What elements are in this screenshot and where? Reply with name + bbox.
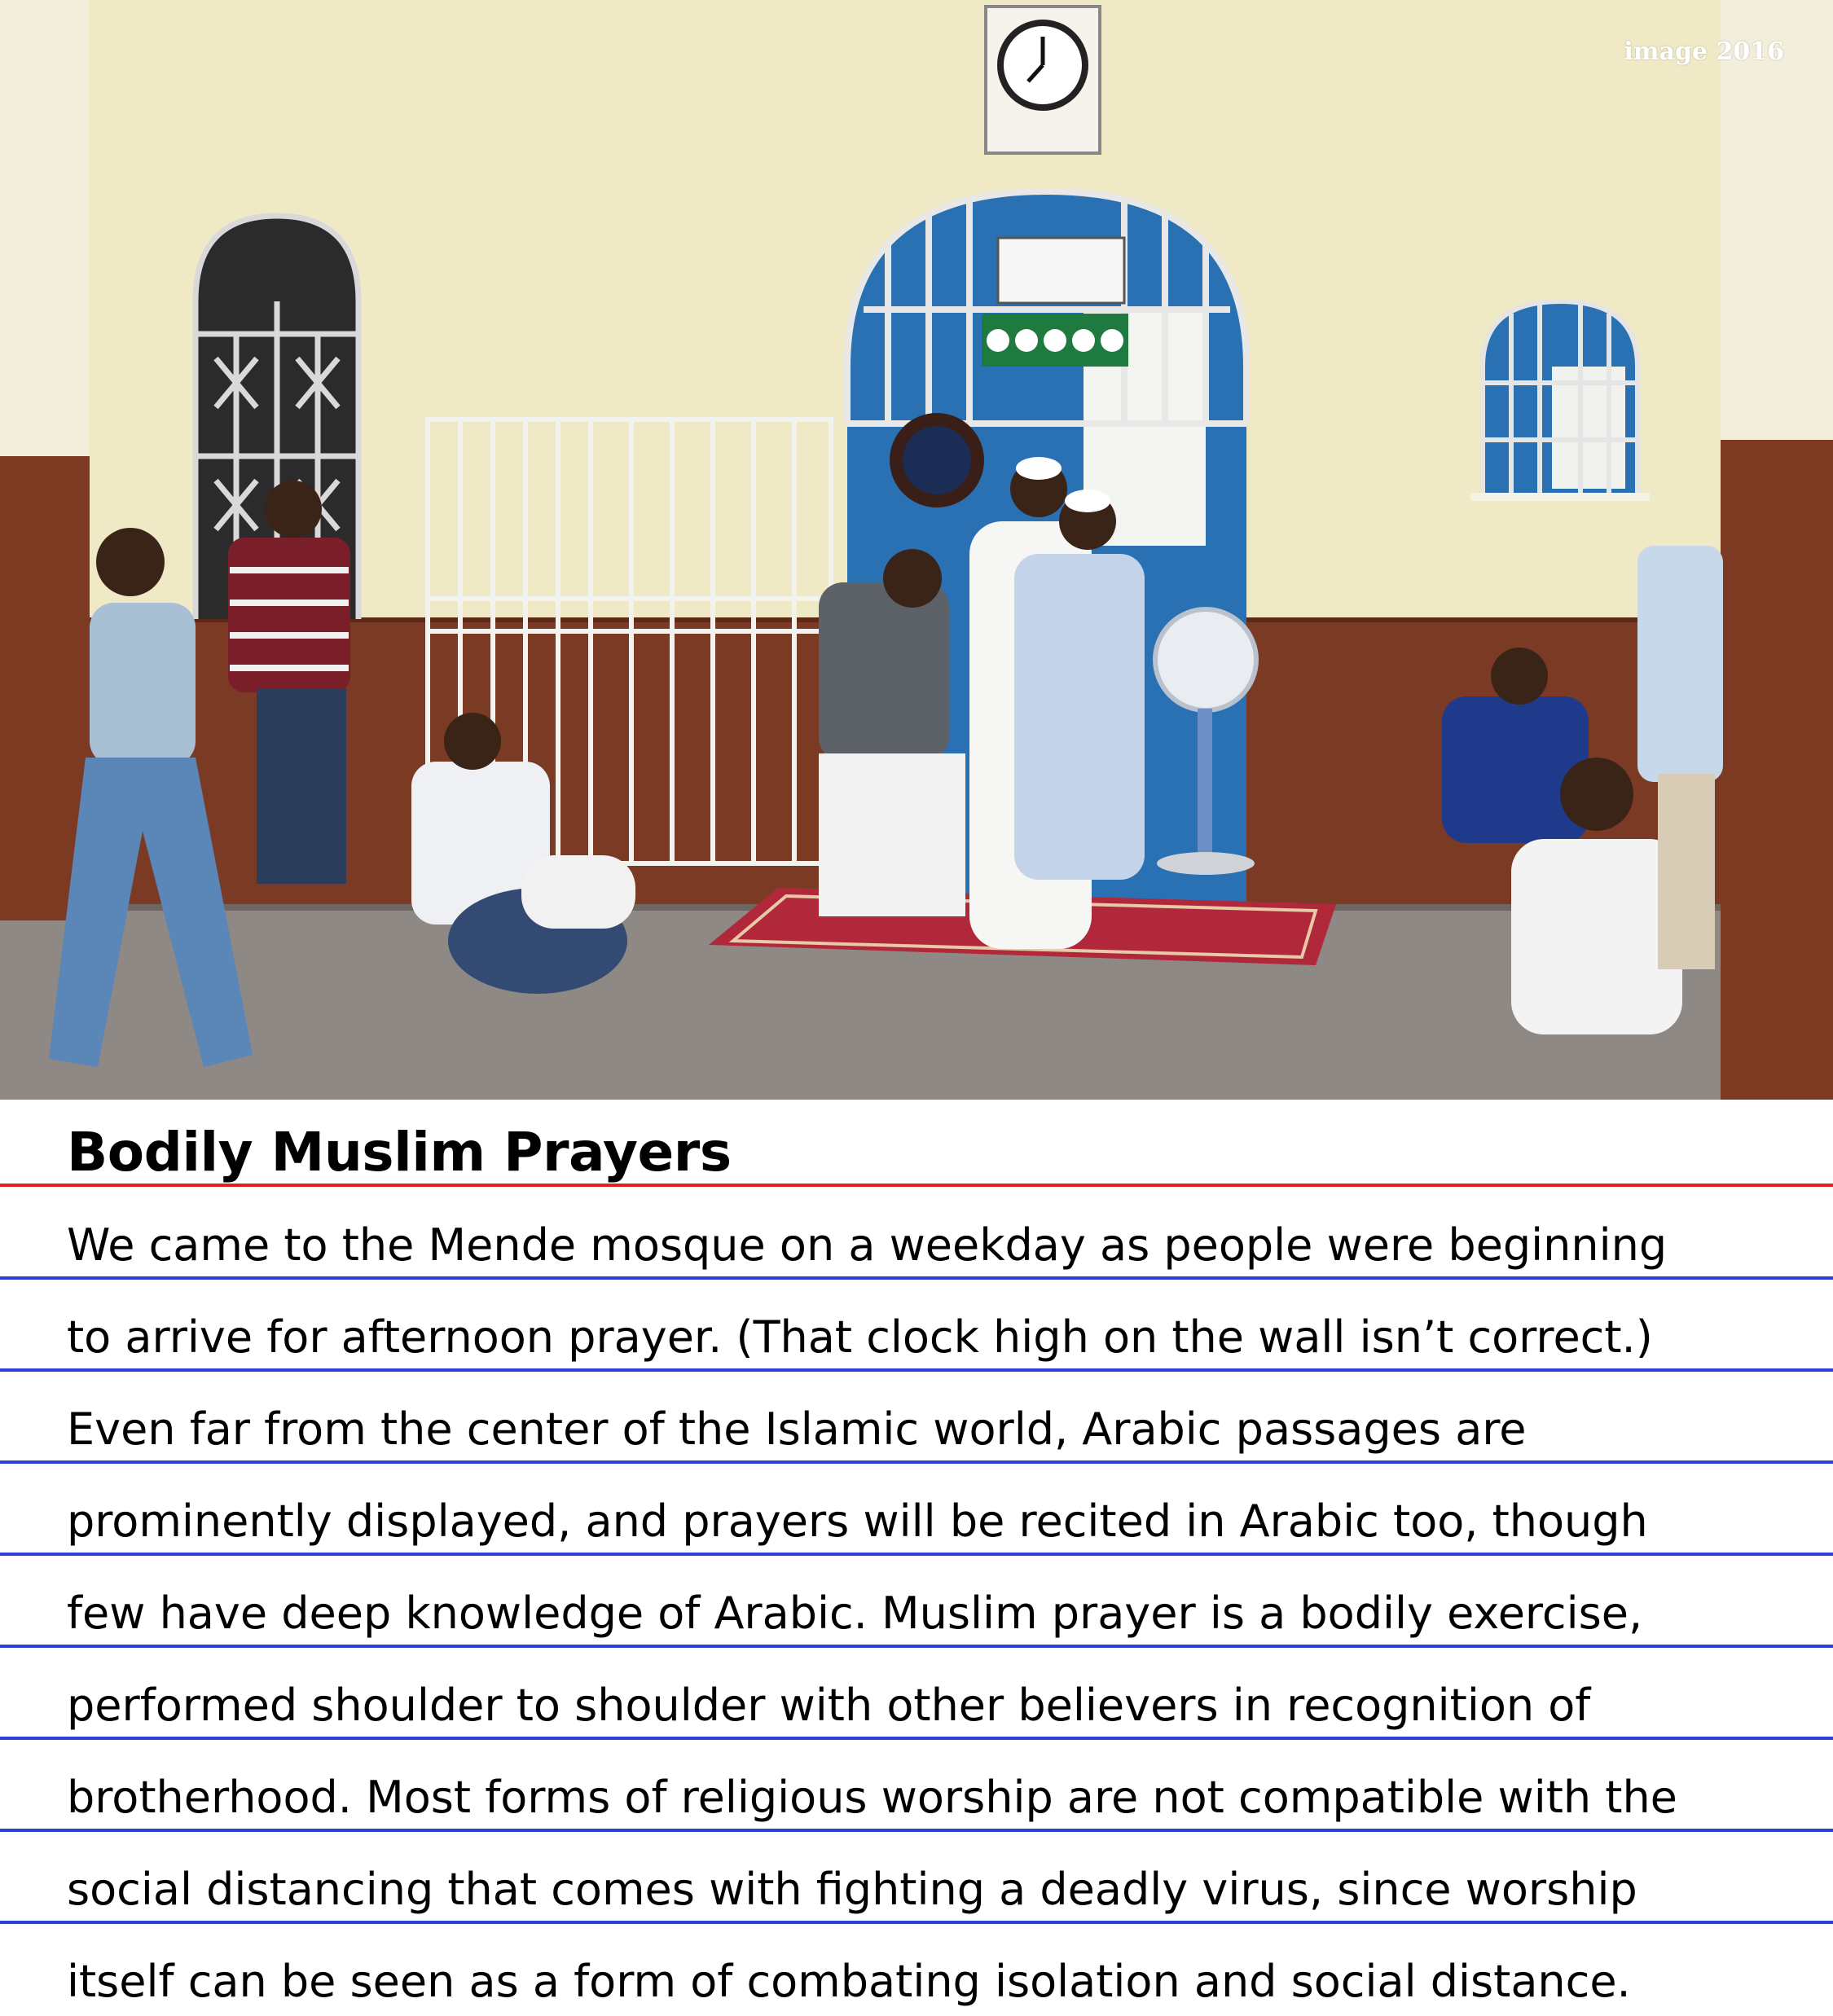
- body-line: Even far from the center of the Islamic world, Arabic passages are: [67, 1403, 1527, 1455]
- line-rule: [0, 1645, 1833, 1648]
- body-line: social distancing that comes with fighting a deadly virus, since worship: [67, 1864, 1637, 1915]
- wall-clock: [986, 7, 1100, 153]
- body-line: prominently displayed, and prayers will be recited in Arabic too, though: [67, 1496, 1648, 1547]
- line-rule: [0, 1460, 1833, 1464]
- line-rule: [0, 1276, 1833, 1280]
- right-window: [1470, 301, 1650, 501]
- line-rule: [0, 1553, 1833, 1556]
- line-rule: [0, 1921, 1833, 1924]
- body-line: to arrive for afternoon prayer. (That clock high on the wall isn’t correct.): [67, 1311, 1653, 1363]
- line-rule: [0, 1368, 1833, 1372]
- body-line: brotherhood. Most forms of religious worship are not compatible with the: [67, 1772, 1677, 1823]
- title-rule: [0, 1184, 1833, 1187]
- body-line: few have deep knowledge of Arabic. Muslim prayer is a bodily exercise,: [67, 1588, 1643, 1639]
- body-line: performed shoulder to shoulder with other believers in recognition of: [67, 1680, 1591, 1731]
- body-line: itself can be seen as a form of combating isolation and social distance.: [67, 1956, 1631, 2007]
- line-rule: [0, 1737, 1833, 1740]
- line-rule: [0, 1829, 1833, 1832]
- photo-credit: image 2016: [1624, 37, 1784, 66]
- body-line: We came to the Mende mosque on a weekday as people were beginning: [67, 1219, 1668, 1271]
- article-title: Bodily Muslim Prayers: [67, 1121, 732, 1184]
